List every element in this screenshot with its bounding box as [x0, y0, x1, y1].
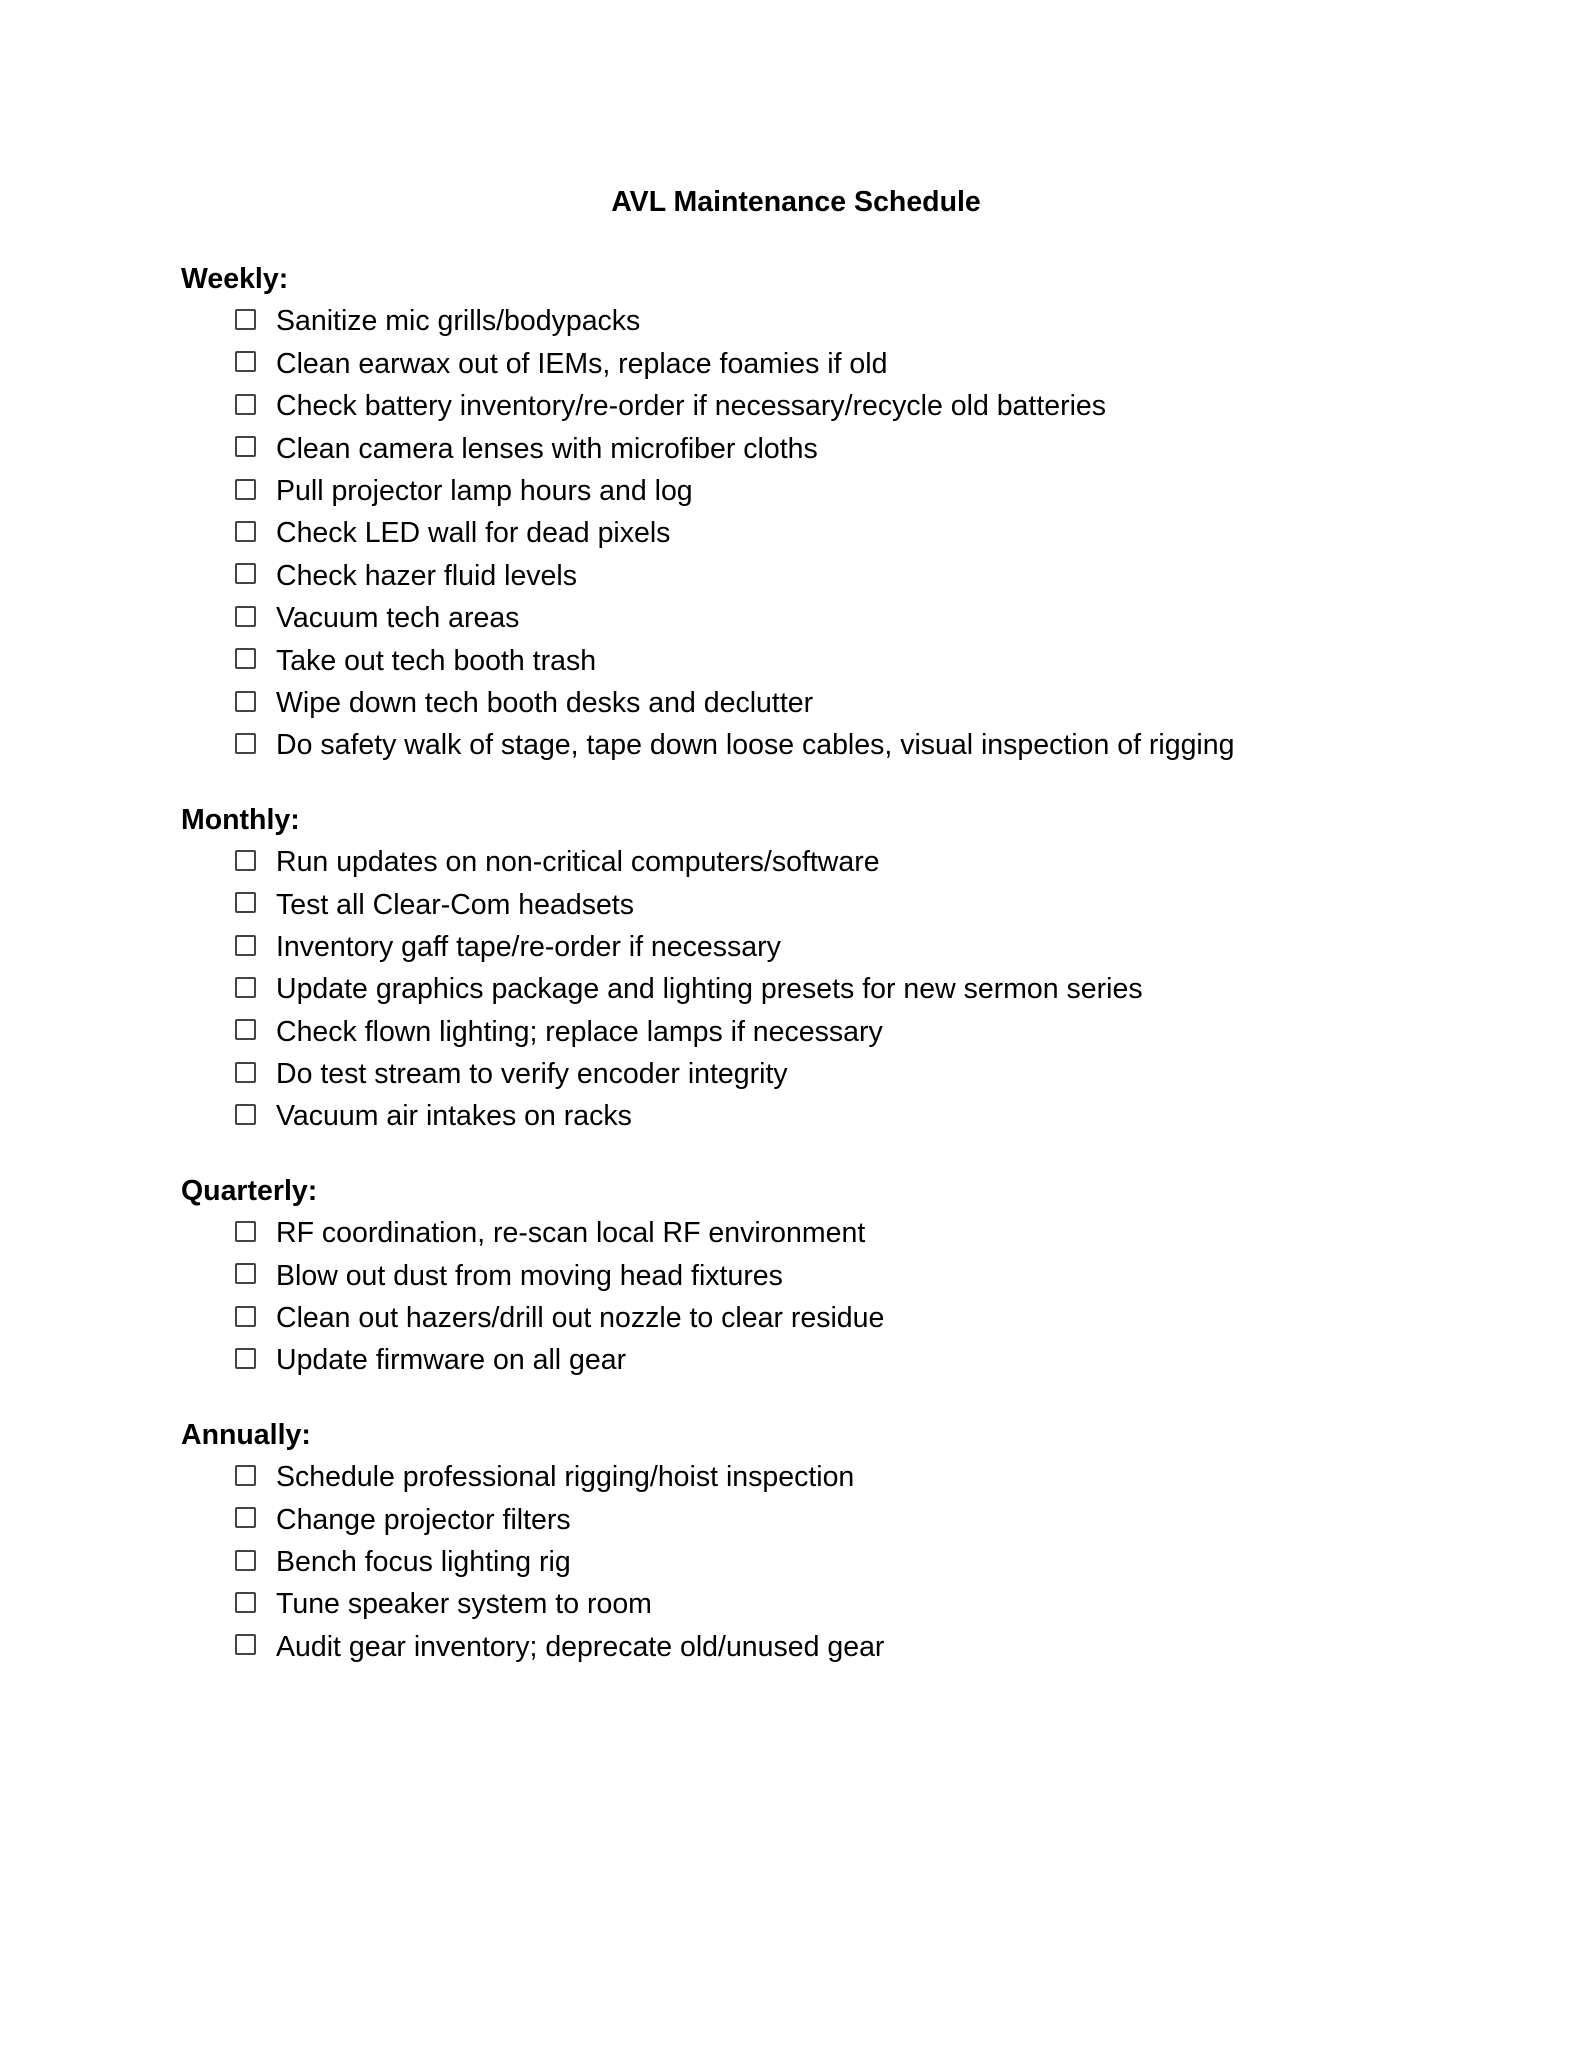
checklist-item — [181, 1053, 1481, 1095]
checklist-item — [181, 884, 1481, 926]
checklist-item-label: Update firmware on all gear — [276, 1344, 627, 1377]
checkbox[interactable] — [235, 1306, 256, 1327]
checklist-item — [181, 1255, 1481, 1297]
checklist-item — [181, 926, 1481, 968]
checkbox[interactable] — [235, 563, 256, 584]
checklist-item — [181, 512, 1481, 554]
checkbox[interactable] — [235, 436, 256, 457]
checkbox[interactable] — [235, 1348, 256, 1369]
checkbox[interactable] — [235, 351, 256, 372]
checklist-item-label: Clean earwax out of IEMs, replace foamies if old — [276, 347, 888, 380]
checklist-item — [181, 1095, 1481, 1137]
checklist-item-label: Check hazer fluid levels — [276, 559, 577, 592]
checkbox[interactable] — [235, 521, 256, 542]
checklist-item-label: Blow out dust from moving head fixtures — [276, 1259, 783, 1292]
checklist-item — [181, 968, 1481, 1010]
section-weekly — [181, 258, 1481, 767]
checklist-item — [181, 1583, 1481, 1625]
checkbox[interactable] — [235, 935, 256, 956]
checkbox[interactable] — [235, 1104, 256, 1125]
checklist-item-label: Check LED wall for dead pixels — [276, 517, 671, 550]
checkbox[interactable] — [235, 691, 256, 712]
checkbox[interactable] — [235, 648, 256, 669]
checklist-item — [181, 1499, 1481, 1541]
checklist-item — [181, 1011, 1481, 1053]
checklist-item — [181, 1541, 1481, 1583]
checklist-item-label: Change projector filters — [276, 1503, 571, 1536]
checklist — [181, 1456, 1481, 1668]
checklist-item — [181, 300, 1481, 342]
checklist — [181, 841, 1481, 1138]
checklist-item-label: Tune speaker system to room — [276, 1588, 652, 1621]
checklist-item — [181, 724, 1481, 766]
section-heading: Monthly: — [181, 803, 300, 836]
checklist-item — [181, 682, 1481, 724]
checklist-item-label: Inventory gaff tape/re-order if necessary — [276, 930, 781, 963]
checkbox[interactable] — [235, 309, 256, 330]
section-heading: Weekly: — [181, 263, 289, 295]
checklist-item-label: Clean camera lenses with microfiber cloths — [276, 432, 818, 465]
checklist-item-label: Check battery inventory/re-order if necessary/recycle old batteries — [276, 390, 1107, 423]
checklist-item-label: Sanitize mic grills/bodypacks — [276, 305, 641, 338]
checklist-item-label: RF coordination, re-scan local RF environment — [276, 1217, 866, 1250]
checklist-item — [181, 640, 1481, 682]
checklist-item-label: Check flown lighting; replace lamps if necessary — [276, 1015, 883, 1048]
document-title: AVL Maintenance Schedule — [611, 186, 981, 218]
checklist-item — [181, 1456, 1481, 1498]
checklist-item — [181, 1626, 1481, 1668]
checkbox[interactable] — [235, 1263, 256, 1284]
section-quarterly — [181, 1170, 1481, 1382]
checkbox[interactable] — [235, 733, 256, 754]
checkbox[interactable] — [235, 1507, 256, 1528]
checklist-item-label: Clean out hazers/drill out nozzle to clear residue — [276, 1302, 885, 1335]
checkbox[interactable] — [235, 1221, 256, 1242]
checklist-item — [181, 597, 1481, 639]
checklist-item — [181, 555, 1481, 597]
checklist — [181, 300, 1481, 766]
checklist-item-label: Wipe down tech booth desks and declutter — [276, 686, 814, 719]
checkbox[interactable] — [235, 1592, 256, 1613]
checklist-item — [181, 428, 1481, 470]
section-heading: Annually: — [181, 1418, 311, 1451]
checkbox[interactable] — [235, 892, 256, 913]
checkbox[interactable] — [235, 479, 256, 500]
checklist-item-label: Test all Clear-Com headsets — [276, 888, 634, 921]
checkbox[interactable] — [235, 1550, 256, 1571]
checkbox[interactable] — [235, 850, 256, 871]
section-monthly — [181, 799, 1481, 1138]
section-annually — [181, 1414, 1481, 1668]
checkbox[interactable] — [235, 1019, 256, 1040]
checkbox[interactable] — [235, 1634, 256, 1655]
checklist-item — [181, 841, 1481, 883]
checklist-item — [181, 1212, 1481, 1254]
checklist-item — [181, 1297, 1481, 1339]
checkbox[interactable] — [235, 1062, 256, 1083]
checklist-item — [181, 470, 1481, 512]
checklist-item — [181, 343, 1481, 385]
checklist-item-label: Pull projector lamp hours and log — [276, 474, 693, 507]
checklist — [181, 1212, 1481, 1382]
checklist-item-label: Do safety walk of stage, tape down loose cables, visual inspection of rigging — [276, 729, 1235, 762]
checklist-item-label: Schedule professional rigging/hoist inspection — [276, 1461, 855, 1494]
checklist-item-label: Bench focus lighting rig — [276, 1546, 571, 1578]
schedule-sections — [181, 258, 1481, 1700]
checklist-item-label: Vacuum tech areas — [276, 602, 520, 635]
checklist-item-label: Do test stream to verify encoder integrity — [276, 1058, 788, 1091]
checklist-item — [181, 385, 1481, 427]
section-heading: Quarterly: — [181, 1174, 318, 1207]
checklist-item-label: Take out tech booth trash — [276, 644, 597, 677]
checklist-item-label: Vacuum air intakes on racks — [276, 1100, 632, 1133]
checklist-item-label: Audit gear inventory; deprecate old/unused gear — [276, 1630, 885, 1663]
checkbox[interactable] — [235, 977, 256, 998]
checkbox[interactable] — [235, 394, 256, 415]
checklist-item — [181, 1339, 1481, 1381]
checklist-item-label: Run updates on non-critical computers/software — [276, 846, 880, 879]
checklist-item-label: Update graphics package and lighting presets for new sermon series — [276, 973, 1143, 1006]
checkbox[interactable] — [235, 1465, 256, 1486]
checkbox[interactable] — [235, 606, 256, 627]
